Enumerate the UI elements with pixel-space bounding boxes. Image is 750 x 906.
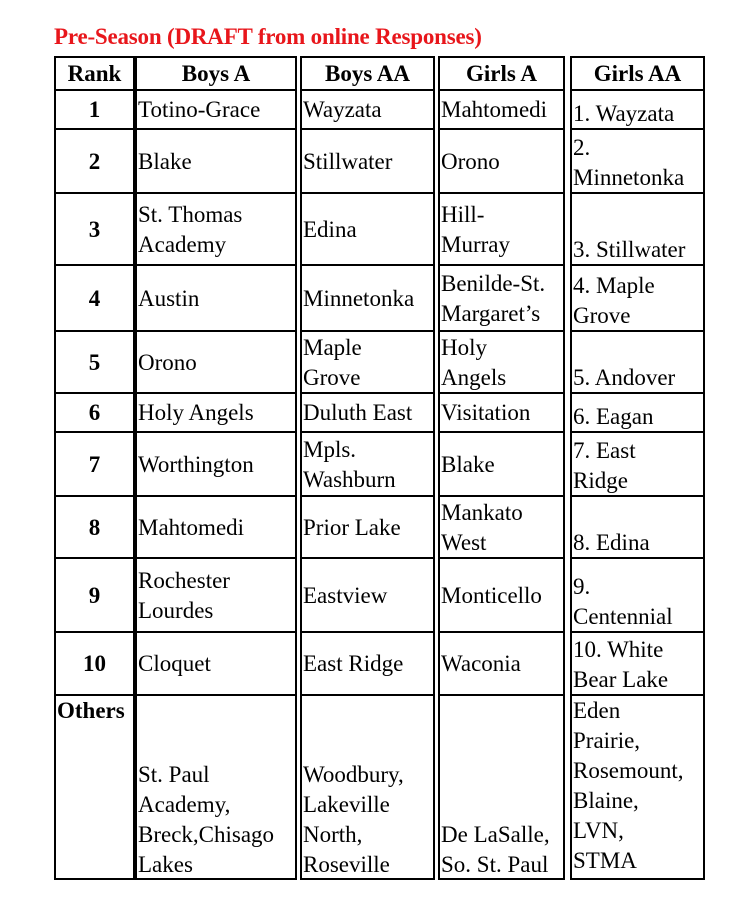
- ba-cell: Totino-Grace: [138, 97, 261, 122]
- rank-cell: 1: [88, 97, 101, 122]
- rank-cell: 2: [88, 148, 101, 174]
- boys-a-column: [135, 56, 297, 880]
- baa-cell: Duluth East: [303, 400, 413, 425]
- baa-cell: Edina: [303, 216, 357, 242]
- ba-cell: Blake: [138, 148, 192, 174]
- rank-column: [54, 56, 135, 880]
- baa-header: Boys AA: [325, 61, 410, 86]
- ga-cell: Blake: [441, 451, 495, 477]
- ga-cell: Hill- Murray: [441, 201, 510, 257]
- baa-cell: Mpls. Washburn: [303, 436, 396, 492]
- ga-cell: De LaSalle, So. St. Paul: [441, 822, 550, 877]
- ba-header: Boys A: [181, 61, 251, 86]
- rank-cell: 4: [88, 285, 101, 311]
- ba-cell: Cloquet: [138, 651, 211, 676]
- ga-cell: Benilde-St. Margaret’s: [441, 270, 546, 326]
- gaa-cell: 1. Wayzata: [573, 101, 675, 126]
- baa-cell: Wayzata: [303, 97, 382, 122]
- ba-cell: Worthington: [138, 451, 254, 477]
- gaa-cell: 10. White Bear Lake: [573, 637, 669, 692]
- boys-aa-column: [300, 56, 435, 880]
- baa-cell: Prior Lake: [303, 514, 401, 540]
- gaa-cell: 7. East Ridge: [573, 438, 636, 493]
- baa-cell: East Ridge: [303, 651, 404, 676]
- baa-cell: Woodbury, Lakeville North, Roseville: [303, 762, 404, 877]
- gaa-cell: 9. Centennial: [573, 574, 673, 629]
- baa-cell: Minnetonka: [303, 285, 415, 311]
- rank-cell: 3: [88, 216, 101, 242]
- gaa-cell: 5. Andover: [573, 365, 676, 390]
- gaa-cell: 6. Eagan: [573, 404, 654, 429]
- baa-cell: Stillwater: [303, 148, 393, 174]
- ga-cell: Mahtomedi: [441, 97, 548, 122]
- gaa-cell: 4. Maple Grove: [573, 273, 655, 328]
- ga-cell: Holy Angels: [441, 334, 507, 390]
- ga-cell: Monticello: [441, 582, 542, 608]
- rank-cell: 7: [88, 451, 101, 477]
- gaa-cell: 2. Minnetonka: [573, 135, 685, 190]
- ga-cell: Waconia: [441, 651, 521, 676]
- ba-cell: Orono: [138, 349, 197, 375]
- rank-cell: 10: [83, 651, 106, 676]
- ba-cell: Austin: [138, 285, 200, 311]
- rank-cell: 6: [88, 400, 101, 425]
- gaa-header: Girls AA: [593, 61, 682, 86]
- ba-cell: Holy Angels: [138, 400, 254, 425]
- girls-a-column: [438, 56, 565, 880]
- rank-cell: Others: [57, 698, 125, 723]
- ba-cell: St. Paul Academy, Breck,Chisago Lakes: [138, 762, 275, 877]
- baa-cell: Eastview: [303, 582, 388, 608]
- page-title: Pre-Season (DRAFT from online Responses): [54, 24, 482, 49]
- gaa-cell: Eden Prairie, Rosemount, Blaine, LVN, STMA: [573, 698, 684, 873]
- gaa-cell: 8. Edina: [573, 530, 650, 555]
- ba-cell: St. Thomas Academy: [138, 201, 243, 257]
- rank-header: Rank: [67, 61, 122, 86]
- ba-cell: Rochester Lourdes: [138, 567, 230, 623]
- rank-cell: 9: [88, 582, 101, 608]
- girls-aa-column: [570, 56, 705, 880]
- ba-cell: Mahtomedi: [138, 514, 245, 540]
- baa-cell: Maple Grove: [303, 334, 362, 390]
- gaa-cell: 3. Stillwater: [573, 237, 686, 262]
- rank-cell: 8: [88, 514, 101, 540]
- ga-header: Girls A: [466, 61, 537, 86]
- ga-cell: Orono: [441, 148, 500, 174]
- ga-cell: Mankato West: [441, 499, 523, 555]
- ga-cell: Visitation: [441, 400, 531, 425]
- rank-cell: 5: [88, 349, 101, 375]
